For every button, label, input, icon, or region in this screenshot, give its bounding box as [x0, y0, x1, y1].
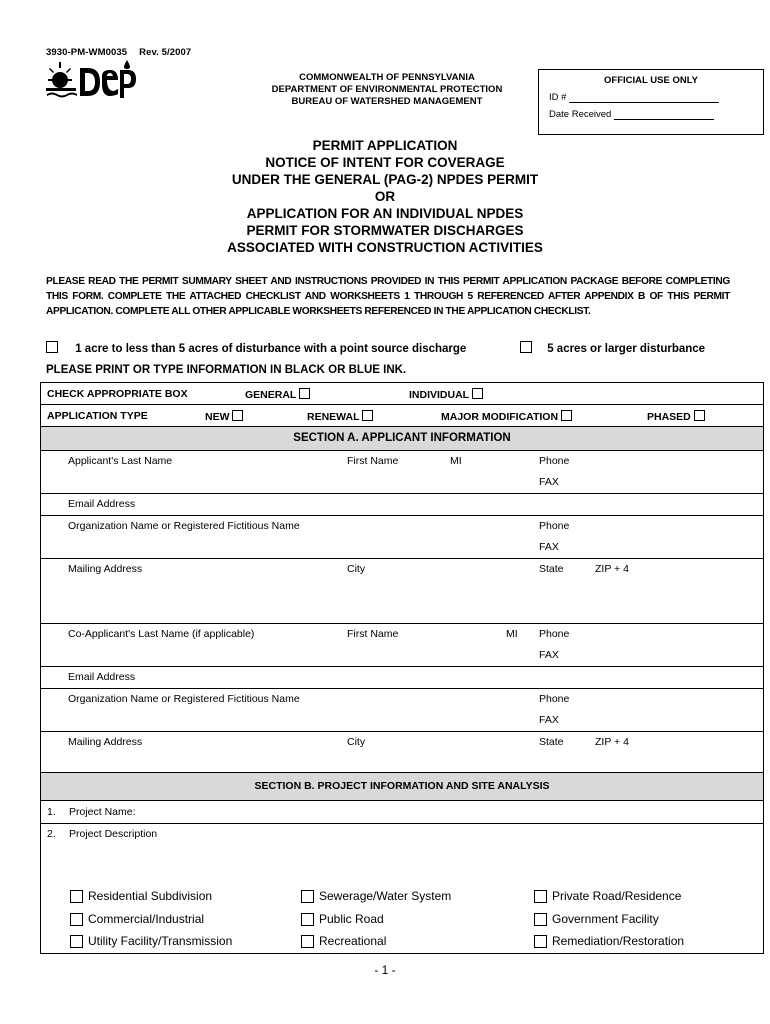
project-description-label: Project Description: [69, 828, 158, 840]
section-b-header: SECTION B. PROJECT INFORMATION AND SITE ANALYSIS: [41, 773, 763, 801]
form-code-line: [46, 47, 191, 58]
category-label: Utility Facility/Transmission: [88, 934, 233, 948]
category-label: Commercial/Industrial: [88, 912, 205, 926]
fax-label: FAX: [539, 541, 559, 553]
id-label: ID #: [549, 92, 567, 103]
checkbox-icon[interactable]: [362, 410, 373, 421]
category-sewerage-water[interactable]: [301, 889, 451, 903]
applicant-email-row[interactable]: [41, 494, 763, 516]
title-line: PERMIT FOR STORMWATER DISCHARGES: [246, 223, 524, 238]
project-description-area[interactable]: [41, 824, 763, 954]
general-label: GENERAL: [245, 389, 297, 401]
application-form: [40, 382, 764, 954]
print-note: PLEASE PRINT OR TYPE INFORMATION IN BLACK OR BLUE INK.: [46, 364, 407, 376]
zip-label: ZIP + 4: [595, 563, 629, 575]
checkbox-icon[interactable]: [301, 935, 314, 948]
checkbox-icon[interactable]: [534, 935, 547, 948]
application-type-row: [41, 405, 763, 427]
form-code: 3930-PM-WM0035: [46, 47, 128, 58]
date-received-label: Date Received: [549, 109, 612, 120]
phased-option[interactable]: [647, 410, 705, 423]
new-label: NEW: [205, 411, 230, 423]
date-received-line: [614, 111, 714, 120]
checkbox-icon[interactable]: [70, 890, 83, 903]
checkbox-icon[interactable]: [232, 410, 243, 421]
category-label: Recreational: [319, 934, 387, 948]
disturbance-option-1-label: 1 acre to less than 5 acres of disturbance with a point source discharge: [75, 343, 467, 355]
co-applicant-org-row[interactable]: [41, 689, 763, 732]
organization-label: Organization Name or Registered Fictitious Name: [68, 520, 300, 532]
dep-logo: [44, 58, 136, 102]
category-label: Sewerage/Water System: [319, 889, 452, 903]
state-label: State: [539, 563, 564, 575]
category-recreational[interactable]: [301, 934, 386, 948]
co-applicant-name-row[interactable]: [41, 624, 763, 667]
agency-block: [262, 72, 512, 108]
fax-label: FAX: [539, 649, 559, 661]
category-private-road[interactable]: [534, 889, 681, 903]
mailing-address-label: Mailing Address: [68, 736, 143, 748]
agency-line-2: DEPARTMENT OF ENVIRONMENTAL PROTECTION: [271, 84, 503, 95]
city-label: City: [347, 563, 366, 575]
date-received-field[interactable]: [549, 109, 763, 120]
item-number: 1.: [47, 806, 56, 818]
item-number: 2.: [47, 828, 56, 840]
disturbance-option-2-label: 5 acres or larger disturbance: [547, 343, 706, 355]
checkbox-icon[interactable]: [70, 935, 83, 948]
agency-line-3: BUREAU OF WATERSHED MANAGEMENT: [291, 96, 483, 107]
general-option[interactable]: [245, 388, 310, 401]
co-applicant-last-name-label: Co-Applicant's Last Name (if applicable): [68, 628, 255, 640]
checkbox-icon[interactable]: [299, 388, 310, 399]
category-government-facility[interactable]: [534, 912, 659, 926]
first-name-label: First Name: [347, 455, 399, 467]
organization-label: Organization Name or Registered Fictitious Name: [68, 693, 300, 705]
page-number: - 1 -: [374, 963, 396, 977]
applicant-last-name-label: Applicant's Last Name: [68, 455, 173, 467]
checkbox-icon[interactable]: [301, 890, 314, 903]
renewal-label: RENEWAL: [307, 411, 360, 423]
title-line: PERMIT APPLICATION: [312, 138, 458, 153]
applicant-address-row[interactable]: [41, 559, 763, 624]
disturbance-option-2[interactable]: [520, 341, 705, 355]
official-use-box: [538, 69, 764, 135]
revision-date: Rev. 5/2007: [139, 47, 192, 58]
category-label: Residential Subdivision: [88, 889, 213, 903]
title-line: OR: [374, 189, 396, 204]
project-name-label: Project Name:: [69, 806, 136, 818]
official-use-title: OFFICIAL USE ONLY: [604, 75, 698, 86]
major-modification-option[interactable]: [441, 410, 572, 423]
category-commercial-industrial[interactable]: [70, 912, 204, 926]
id-line: [569, 94, 719, 103]
id-field[interactable]: [549, 92, 763, 103]
fax-label: FAX: [539, 714, 559, 726]
first-name-label: First Name: [347, 628, 399, 640]
agency-line-1: COMMONWEALTH OF PENNSYLVANIA: [299, 72, 475, 83]
checkbox-icon[interactable]: [472, 388, 483, 399]
application-type-label: APPLICATION TYPE: [47, 410, 148, 422]
mi-label: MI: [506, 628, 518, 640]
checkbox-icon[interactable]: [301, 913, 314, 926]
title-line: NOTICE OF INTENT FOR COVERAGE: [265, 155, 505, 170]
checkbox-icon[interactable]: [561, 410, 572, 421]
category-label: Government Facility: [552, 912, 659, 926]
phone-label: Phone: [539, 628, 570, 640]
phased-label: PHASED: [647, 411, 691, 423]
check-appropriate-row: [41, 383, 763, 405]
form-title: [150, 137, 620, 256]
state-label: State: [539, 736, 564, 748]
checkbox-icon[interactable]: [520, 341, 532, 353]
section-a-header: SECTION A. APPLICANT INFORMATION: [41, 427, 763, 451]
phone-label: Phone: [539, 455, 570, 467]
title-line: APPLICATION FOR AN INDIVIDUAL NPDES: [246, 206, 524, 221]
co-applicant-address-row[interactable]: [41, 732, 763, 773]
major-modification-label: MAJOR MODIFICATION: [441, 411, 559, 423]
checkbox-icon[interactable]: [534, 890, 547, 903]
disturbance-option-1[interactable]: [46, 341, 466, 355]
category-public-road[interactable]: [301, 912, 384, 926]
instructions-paragraph: PLEASE READ THE PERMIT SUMMARY SHEET AND INSTRUCTIONS PROVIDED IN THIS PERMIT APPLICATION PACKAGE BEFORE COMPLETING THIS FORM. COMPLETE THE ATTACHED CHECKLIST AND WORKSHEETS 1 THROUGH 5 REFERENCED AFTER APPENDIX B OF THIS PERMIT APPLICATION. COMPLETE ALL OTHER APPLICABLE WORKSHEETS REFERENCED IN THE APPLICATION CHECKLIST.: [46, 276, 730, 317]
email-label: Email Address: [68, 671, 136, 683]
phone-label: Phone: [539, 693, 570, 705]
check-box-label: CHECK APPROPRIATE BOX: [47, 388, 188, 400]
category-remediation-restoration[interactable]: [534, 934, 684, 948]
email-label: Email Address: [68, 498, 136, 510]
checkbox-icon[interactable]: [534, 913, 547, 926]
checkbox-icon[interactable]: [70, 913, 83, 926]
individual-option[interactable]: [409, 388, 483, 401]
phone-label: Phone: [539, 520, 570, 532]
category-label: Public Road: [319, 912, 384, 926]
title-line: UNDER THE GENERAL (PAG-2) NPDES PERMIT: [231, 172, 539, 187]
mi-label: MI: [450, 455, 462, 467]
checkbox-icon[interactable]: [46, 341, 58, 353]
title-line: ASSOCIATED WITH CONSTRUCTION ACTIVITIES: [227, 240, 543, 255]
zip-label: ZIP + 4: [595, 736, 629, 748]
individual-label: INDIVIDUAL: [409, 389, 469, 401]
category-residential-subdivision[interactable]: [70, 889, 212, 903]
renewal-option[interactable]: [307, 410, 373, 423]
project-name-row[interactable]: [41, 801, 763, 824]
new-option[interactable]: [205, 410, 243, 423]
fax-label: FAX: [539, 476, 559, 488]
city-label: City: [347, 736, 366, 748]
applicant-org-row[interactable]: [41, 516, 763, 559]
applicant-name-row[interactable]: [41, 451, 763, 494]
category-utility-facility[interactable]: [70, 934, 232, 948]
co-applicant-email-row[interactable]: [41, 667, 763, 689]
category-label: Private Road/Residence: [552, 889, 682, 903]
mailing-address-label: Mailing Address: [68, 563, 143, 575]
checkbox-icon[interactable]: [694, 410, 705, 421]
category-label: Remediation/Restoration: [552, 934, 685, 948]
